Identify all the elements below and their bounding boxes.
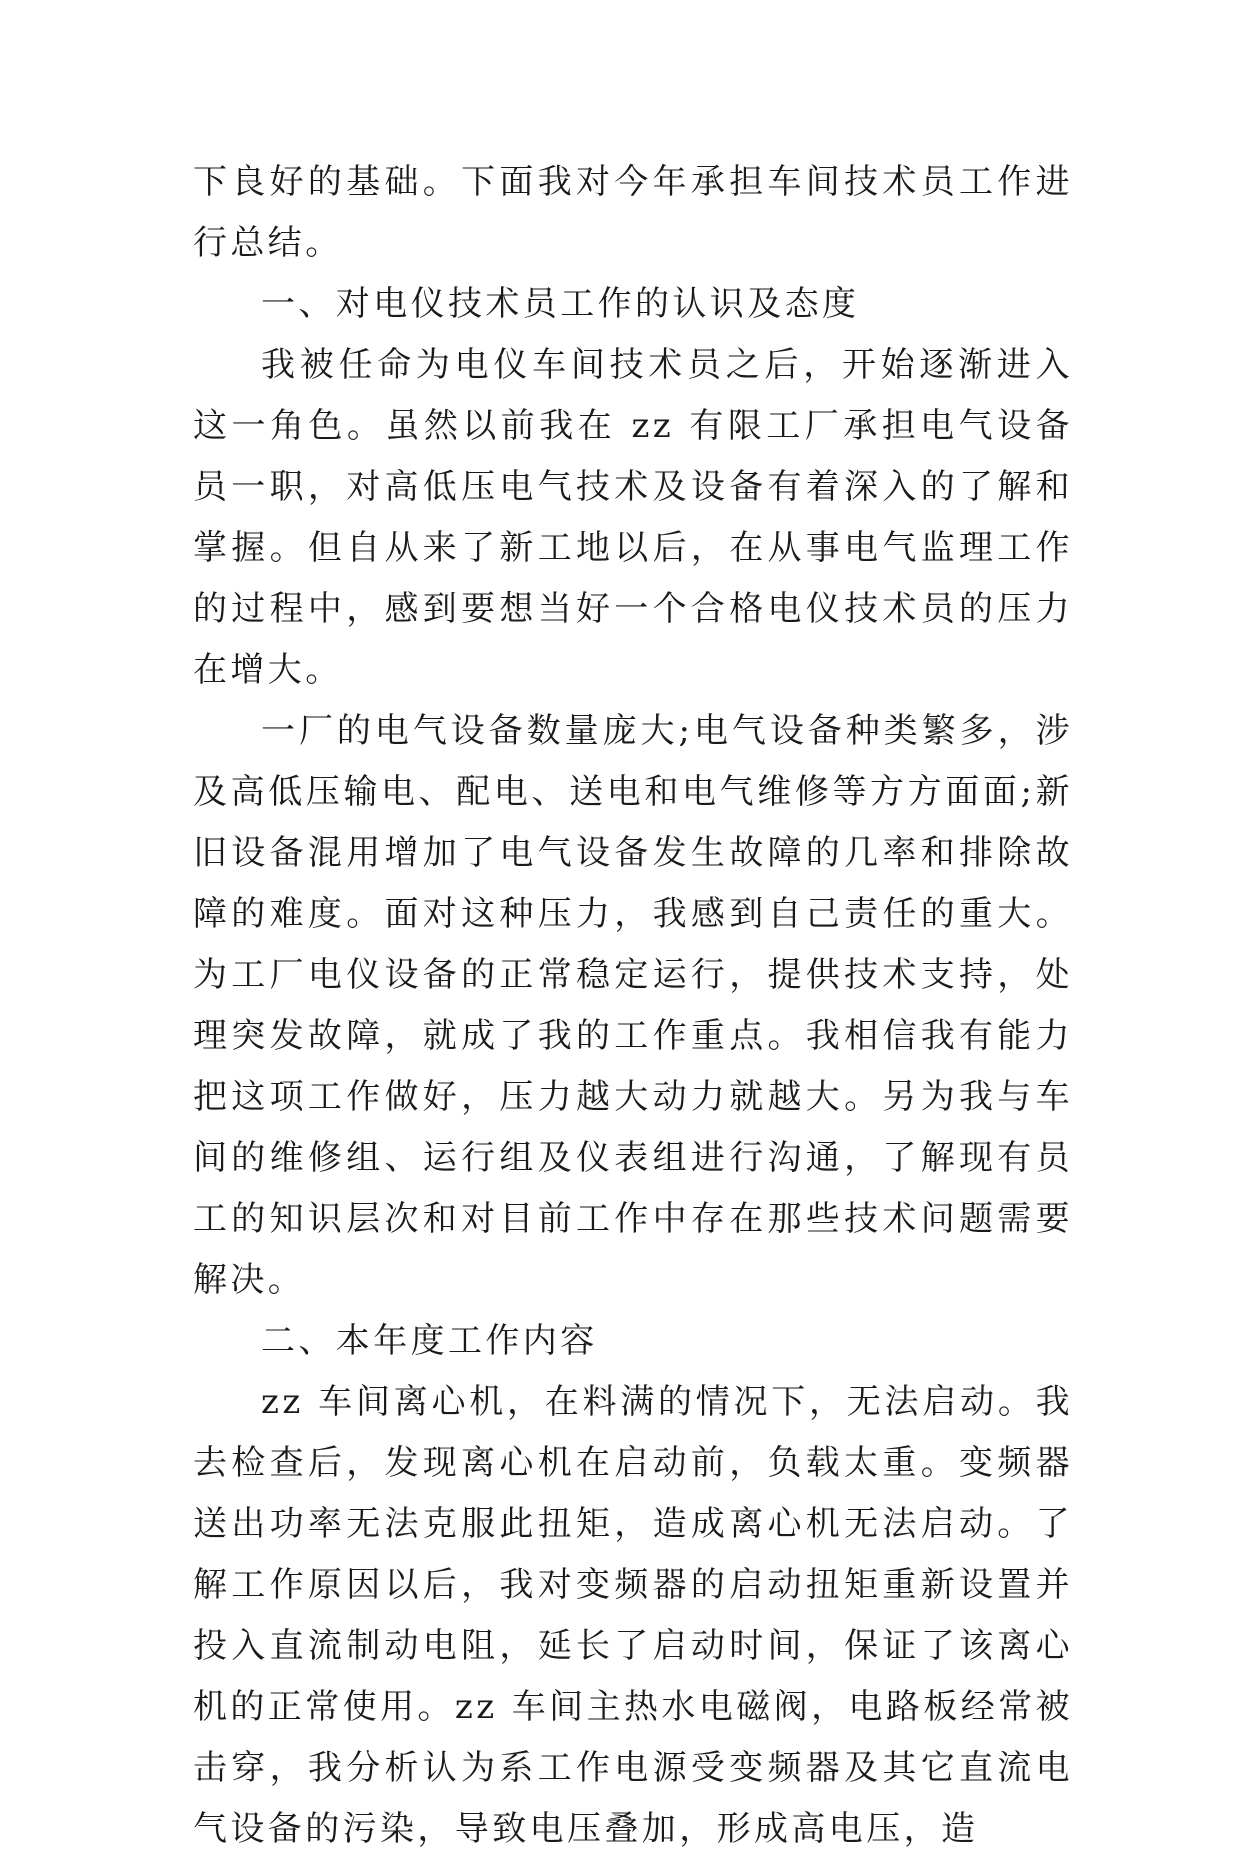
section-heading-1: 一、对电仪技术员工作的认识及态度 bbox=[261, 284, 860, 324]
paragraph-equipment-pressure: 一厂的电气设备数量庞大;电气设备种类繁多，涉及高低压输电、配电、送电和电气维修等方方面面;新旧设备混用增加了电气设备发生故障的几率和排除故障的难度。面对这种压力，我感到自己责任的重大。为工厂电仪设备的正常稳定运行，提供技术支持，处理突发故障，就成了我的工作重点。我相信我有能力把这项工作做好，压力越大动力就越大。另为我与车间的维修组、运行组及仪表组进行沟通，了解现有员工的知识层次和对目前工作中存在那些技术问题需要解决。 bbox=[193, 711, 1073, 1300]
document-body bbox=[193, 152, 1073, 1860]
paragraph-work-content: zz 车间离心机，在料满的情况下，无法启动。我去检查后，发现离心机在启动前，负载太重。变频器送出功率无法克服此扭矩，造成离心机无法启动。了解工作原因以后，我对变频器的启动扭矩重新设置并投入直流制动电阻，延长了启动时间，保证了该离心机的正常使用。zz 车间主热水电磁阀，电路板经常被击穿，我分析认为系工作电源受变频器及其它直流电气设备的污染，导致电压叠加，形成高电压，造 bbox=[193, 1382, 1073, 1849]
section-heading-2: 二、本年度工作内容 bbox=[261, 1321, 598, 1361]
paragraph-role-attitude: 我被任命为电仪车间技术员之后，开始逐渐进入这一角色。虽然以前我在 zz 有限工厂承担电气设备员一职，对高低压电气技术及设备有着深入的了解和掌握。但自从来了新工地以后，在从事电气监理工作的过程中，感到要想当好一个合格电仪技术员的压力在增大。 bbox=[193, 345, 1073, 690]
paragraph-intro-continuation: 下良好的基础。下面我对今年承担车间技术员工作进行总结。 bbox=[193, 162, 1073, 263]
